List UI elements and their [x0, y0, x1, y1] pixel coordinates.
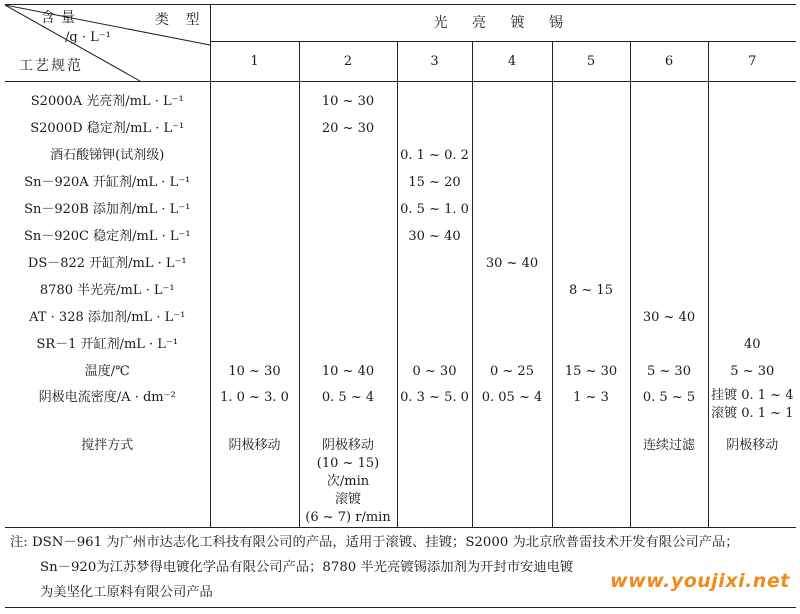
watermark: www.youjixi.net: [606, 566, 794, 596]
row-label: 酒石酸锑钾(试剂级): [50, 147, 165, 163]
table-cell: 0 ~ 30: [397, 358, 472, 385]
row-label: Sn－920A 开缸剂/mL · L⁻¹: [24, 174, 191, 190]
table-cell: [630, 142, 708, 169]
table-row: [5, 250, 796, 277]
cell-line: 挂镀 0. 1 ~ 4: [711, 388, 794, 403]
row-label: S2000A 光亮剂/mL · L⁻¹: [30, 93, 184, 109]
header-diagonal-cell: [5, 5, 210, 82]
table-cell: [299, 169, 397, 196]
table-cell: [708, 82, 796, 116]
unit-label: /g · L⁻¹: [65, 30, 111, 45]
row-label: AT · 328 添加剂/mL · L⁻¹: [29, 309, 186, 325]
table-cell: [299, 250, 397, 277]
cell-line: (6 ~ 7) r/min: [305, 510, 391, 525]
table-cell: 5 ~ 30: [630, 358, 708, 385]
process-label: 工艺规范: [19, 58, 83, 74]
table-cell: [630, 82, 708, 116]
table-cell: [552, 169, 630, 196]
table-cell: [397, 250, 472, 277]
column-number: 7: [708, 42, 796, 82]
cell-line: (10 ~ 15)次/min: [316, 456, 380, 489]
table-cell: [397, 433, 472, 528]
table-cell: 15 ~ 30: [552, 358, 630, 385]
table-cell: 40: [708, 331, 796, 358]
table-cell: [397, 304, 472, 331]
column-number: 4: [472, 42, 552, 82]
table-cell: [472, 196, 552, 223]
table-cell: [299, 142, 397, 169]
table-cell: [210, 142, 299, 169]
table-cell: 阴极移动: [210, 433, 299, 528]
table-cell: 0 ~ 25: [472, 358, 552, 385]
table-cell: [299, 331, 397, 358]
table-cell: 0. 5 ~ 4: [299, 385, 397, 433]
table-cell: [552, 433, 630, 528]
table-cell: [397, 115, 472, 142]
table-cell: [299, 223, 397, 250]
row-label: DS－822 开缸剂/mL · L⁻¹: [27, 255, 187, 271]
table-row: [5, 82, 796, 116]
row-label: 阴极电流密度/A · dm⁻²: [38, 390, 176, 405]
note-line: 为美坚化工原料有限公司产品: [40, 585, 213, 600]
table-cell: 15 ~ 20: [397, 169, 472, 196]
table-cell: [552, 115, 630, 142]
table-cell: [708, 142, 796, 169]
note-line: 注: DSN－961 为广州市达志化工科技有限公司的产品，适用于滚镀、挂镀；S2000 为北京欣普雷技术开发有限公司产品；: [10, 535, 739, 550]
table-cell: 连续过滤: [630, 433, 708, 528]
table-cell: [210, 277, 299, 304]
table-cell: [552, 196, 630, 223]
table-bottom-rule: [5, 607, 796, 608]
table-cell: [630, 115, 708, 142]
table-cell: [472, 142, 552, 169]
table-cell: [210, 82, 299, 116]
table-cell: [299, 277, 397, 304]
type-label: 类 型: [155, 12, 206, 28]
table-cell: [472, 433, 552, 528]
table-cell: [708, 223, 796, 250]
table-cell: [552, 223, 630, 250]
table-cell: 8 ~ 15: [552, 277, 630, 304]
row-label: S2000D 稳定剂/mL · L⁻¹: [30, 120, 185, 136]
row-label: Sn－920C 稳定剂/mL · L⁻¹: [23, 228, 191, 244]
table-row: [5, 331, 796, 358]
table-body: [5, 82, 796, 386]
table-cell: [210, 250, 299, 277]
table-cell: [708, 304, 796, 331]
cell-line: 滚镀: [334, 492, 361, 507]
table-cell: 0. 5 ~ 1. 0: [397, 196, 472, 223]
table-cell: [210, 223, 299, 250]
table-cell: [708, 196, 796, 223]
table-cell: [299, 433, 397, 528]
table-cell: [630, 169, 708, 196]
row-label: 搅拌方式: [5, 433, 210, 528]
table-cell: [397, 82, 472, 116]
row-label: Sn－920B 添加剂/mL · L⁻¹: [24, 201, 191, 217]
table-cell: 1. 0 ~ 3. 0: [210, 385, 299, 433]
table-row: [5, 196, 796, 223]
column-number: 1: [210, 42, 299, 82]
cell-line: 滚镀 0. 1 ~ 1: [711, 406, 794, 421]
table-cell: 20 ~ 30: [299, 115, 397, 142]
table-cell: [472, 223, 552, 250]
table-row: [5, 223, 796, 250]
table-cell: [210, 115, 299, 142]
table-row: [5, 304, 796, 331]
table-cell: [472, 169, 552, 196]
table-cell: [210, 331, 299, 358]
table-cell: [552, 82, 630, 116]
table-cell: [210, 196, 299, 223]
table-cell: [708, 115, 796, 142]
table-cell: 1 ~ 3: [552, 385, 630, 433]
table-row: [5, 358, 796, 385]
table-cell: 0. 1 ~ 0. 2: [397, 142, 472, 169]
table-cell: [210, 169, 299, 196]
table-cell: 30 ~ 40: [397, 223, 472, 250]
table-cell: [397, 277, 472, 304]
table-cell: [630, 196, 708, 223]
table-cell: [708, 385, 796, 433]
table-row: [5, 142, 796, 169]
row-label: 温度/℃: [84, 363, 130, 379]
table-row: [5, 277, 796, 304]
table-cell: 10 ~ 30: [299, 82, 397, 116]
table-cell: [552, 142, 630, 169]
table-cell: [472, 304, 552, 331]
table-row: [5, 169, 796, 196]
plating-spec-table: [5, 4, 796, 528]
table-cell: [708, 250, 796, 277]
note-line: Sn－920为江苏梦得电镀化学品有限公司产品；8780 半光亮镀锡添加剂为开封市安迪电镀: [40, 560, 574, 575]
table-cell: [472, 331, 552, 358]
table-cell: [708, 169, 796, 196]
content-label: 含量: [41, 10, 81, 26]
table-cell: 0. 3 ~ 5. 0: [397, 385, 472, 433]
column-number: 5: [552, 42, 630, 82]
table-cell: [299, 304, 397, 331]
table-cell: [299, 196, 397, 223]
row-label: 8780 半光亮/mL · L⁻¹: [39, 282, 175, 298]
column-number: 3: [397, 42, 472, 82]
table-cell: [397, 331, 472, 358]
table-cell: [472, 82, 552, 116]
current-density-row: [5, 385, 796, 433]
table-cell: 0. 5 ~ 5: [630, 385, 708, 433]
table-cell: 10 ~ 30: [210, 358, 299, 385]
table-cell: [708, 277, 796, 304]
table-cell: 0. 05 ~ 4: [472, 385, 552, 433]
table-cell: 10 ~ 40: [299, 358, 397, 385]
table-cell: [552, 250, 630, 277]
cell-line: 阴极移动: [321, 438, 374, 453]
table-cell: 30 ~ 40: [472, 250, 552, 277]
column-number: 6: [630, 42, 708, 82]
row-label: SR－1 开缸剂/mL · L⁻¹: [36, 336, 179, 352]
table-cell: [630, 277, 708, 304]
table-cell: 30 ~ 40: [630, 304, 708, 331]
stir-method-row: [5, 433, 796, 528]
table-cell: [472, 115, 552, 142]
table-cell: [630, 223, 708, 250]
table-cell: [552, 331, 630, 358]
table-cell: 5 ~ 30: [708, 358, 796, 385]
table-cell: [472, 277, 552, 304]
table-cell: [210, 304, 299, 331]
table-row: [5, 115, 796, 142]
table-cell: 阴极移动: [708, 433, 796, 528]
column-number: 2: [299, 42, 397, 82]
category-title: 光 亮 镀 锡: [210, 5, 796, 42]
table-cell: [552, 304, 630, 331]
table-cell: [630, 331, 708, 358]
table-cell: [630, 250, 708, 277]
